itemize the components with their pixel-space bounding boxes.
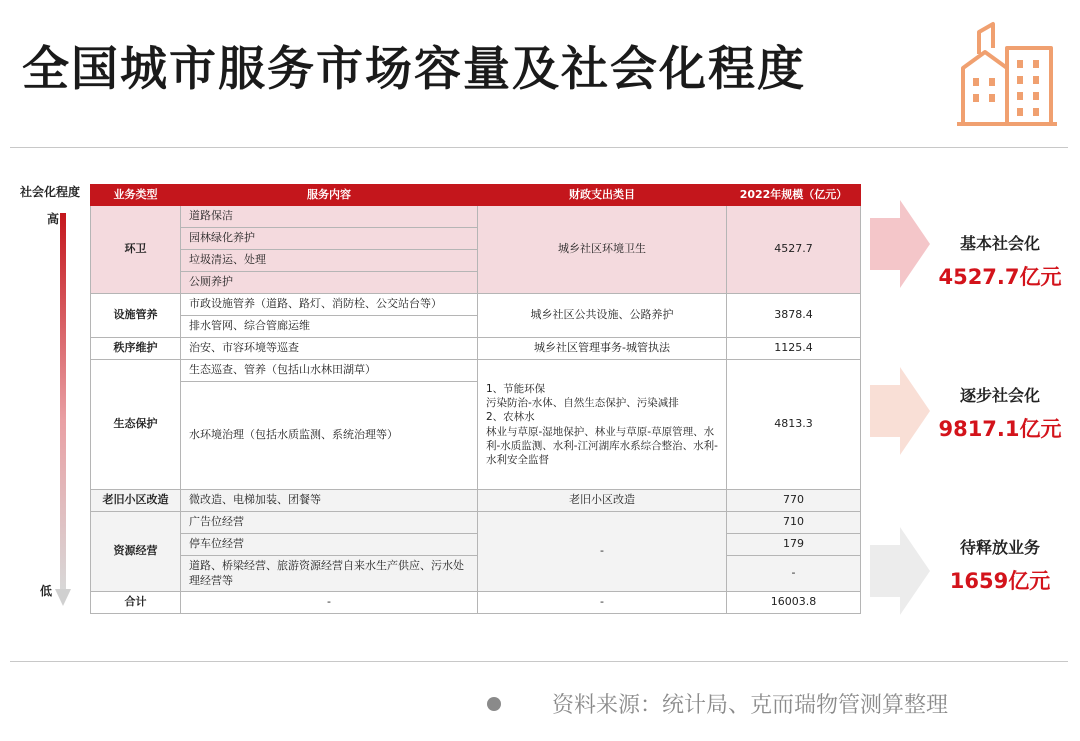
page-title: 全国城市服务市场容量及社会化程度 (22, 42, 806, 97)
category-cell: 设施管养 (91, 294, 181, 338)
scale-cell: 4527.7 (727, 206, 861, 294)
degree-label: 社会化程度 (20, 185, 81, 199)
table-row (91, 338, 861, 360)
fiscal-cell: - (478, 512, 727, 592)
fiscal-cell: 城乡社区环境卫生 (478, 206, 727, 294)
table-row (91, 294, 861, 316)
degree-low-label: 低 (40, 584, 53, 598)
service-cell: 市政设施管养（道路、路灯、消防栓、公交站台等） (181, 294, 478, 316)
scale-cell: 179 (727, 534, 861, 556)
table-row (91, 490, 861, 512)
bottom-divider (10, 661, 1068, 662)
side-label-gradual: 逐步社会化 (959, 386, 1040, 405)
scale-cell: 710 (727, 512, 861, 534)
market-table (90, 184, 861, 614)
scale-cell: - (727, 556, 861, 592)
fiscal-cell: 老旧小区改造 (478, 490, 727, 512)
table-total-row (91, 592, 861, 614)
header-service-content: 服务内容 (181, 185, 478, 206)
table-row (91, 360, 861, 382)
table-row (91, 206, 861, 228)
category-cell: 生态保护 (91, 360, 181, 490)
degree-high-label: 高 (47, 212, 60, 226)
total-label-cell: 合计 (91, 592, 181, 614)
service-cell: 园林绿化养护 (181, 228, 478, 250)
table-row (91, 556, 861, 592)
service-cell: 广告位经营 (181, 512, 478, 534)
service-cell: 生态巡查、管养（包括山水林田湖草） (181, 360, 478, 382)
degree-gradient-arrow (55, 213, 71, 606)
side-value-pending: 1659亿元 (949, 569, 1051, 593)
service-cell: 垃圾清运、处理 (181, 250, 478, 272)
fiscal-cell: 城乡社区管理事务-城管执法 (478, 338, 727, 360)
category-cell: 老旧小区改造 (91, 490, 181, 512)
table-row (91, 512, 861, 534)
service-cell: 微改造、电梯加装、团餐等 (181, 490, 478, 512)
service-cell: 排水管网、综合管廊运维 (181, 316, 478, 338)
header-business-type: 业务类型 (91, 185, 181, 206)
scale-cell: 1125.4 (727, 338, 861, 360)
fiscal-cell: 1、节能环保 污染防治-水体、自然生态保护、污染减排 2、农林水 林业与草原-湿地保护、林业与草原-草原管理、水利-水质监测、水利-江河湖库水系综合整治、水利-水利安全监督 (478, 360, 727, 490)
service-cell: 治安、市容环境等巡查 (181, 338, 478, 360)
scale-cell: 770 (727, 490, 861, 512)
scale-cell: 3878.4 (727, 294, 861, 338)
category-cell: 秩序维护 (91, 338, 181, 360)
category-cell: 资源经营 (91, 512, 181, 592)
total-content-cell: - (181, 592, 478, 614)
header-scale: 2022年规模（亿元） (727, 185, 861, 206)
service-cell: 道路保洁 (181, 206, 478, 228)
service-cell: 道路、桥梁经营、旅游资源经营自来水生产供应、污水处理经营等 (181, 556, 478, 592)
category-cell: 环卫 (91, 206, 181, 294)
building-icon (955, 18, 1059, 128)
total-scale-cell: 16003.8 (727, 592, 861, 614)
service-cell: 公厕养护 (181, 272, 478, 294)
total-fiscal-cell: - (478, 592, 727, 614)
top-divider (10, 147, 1068, 148)
side-value-basic: 4527.7亿元 (938, 265, 1062, 289)
side-label-basic: 基本社会化 (959, 234, 1040, 253)
service-cell: 水环境治理（包括水质监测、系统治理等） (181, 382, 478, 490)
side-label-pending: 待释放业务 (959, 538, 1040, 557)
service-cell: 停车位经营 (181, 534, 478, 556)
table-header-row (91, 185, 861, 206)
table-row (91, 534, 861, 556)
side-value-gradual: 9817.1亿元 (938, 417, 1062, 441)
source-note: 资料来源：统计局、克而瑞物管测算整理 (552, 693, 949, 718)
header-fiscal-category: 财政支出类目 (478, 185, 727, 206)
fiscal-cell: 城乡社区公共设施、公路养护 (478, 294, 727, 338)
source-bullet-icon (487, 697, 501, 711)
scale-cell: 4813.3 (727, 360, 861, 490)
